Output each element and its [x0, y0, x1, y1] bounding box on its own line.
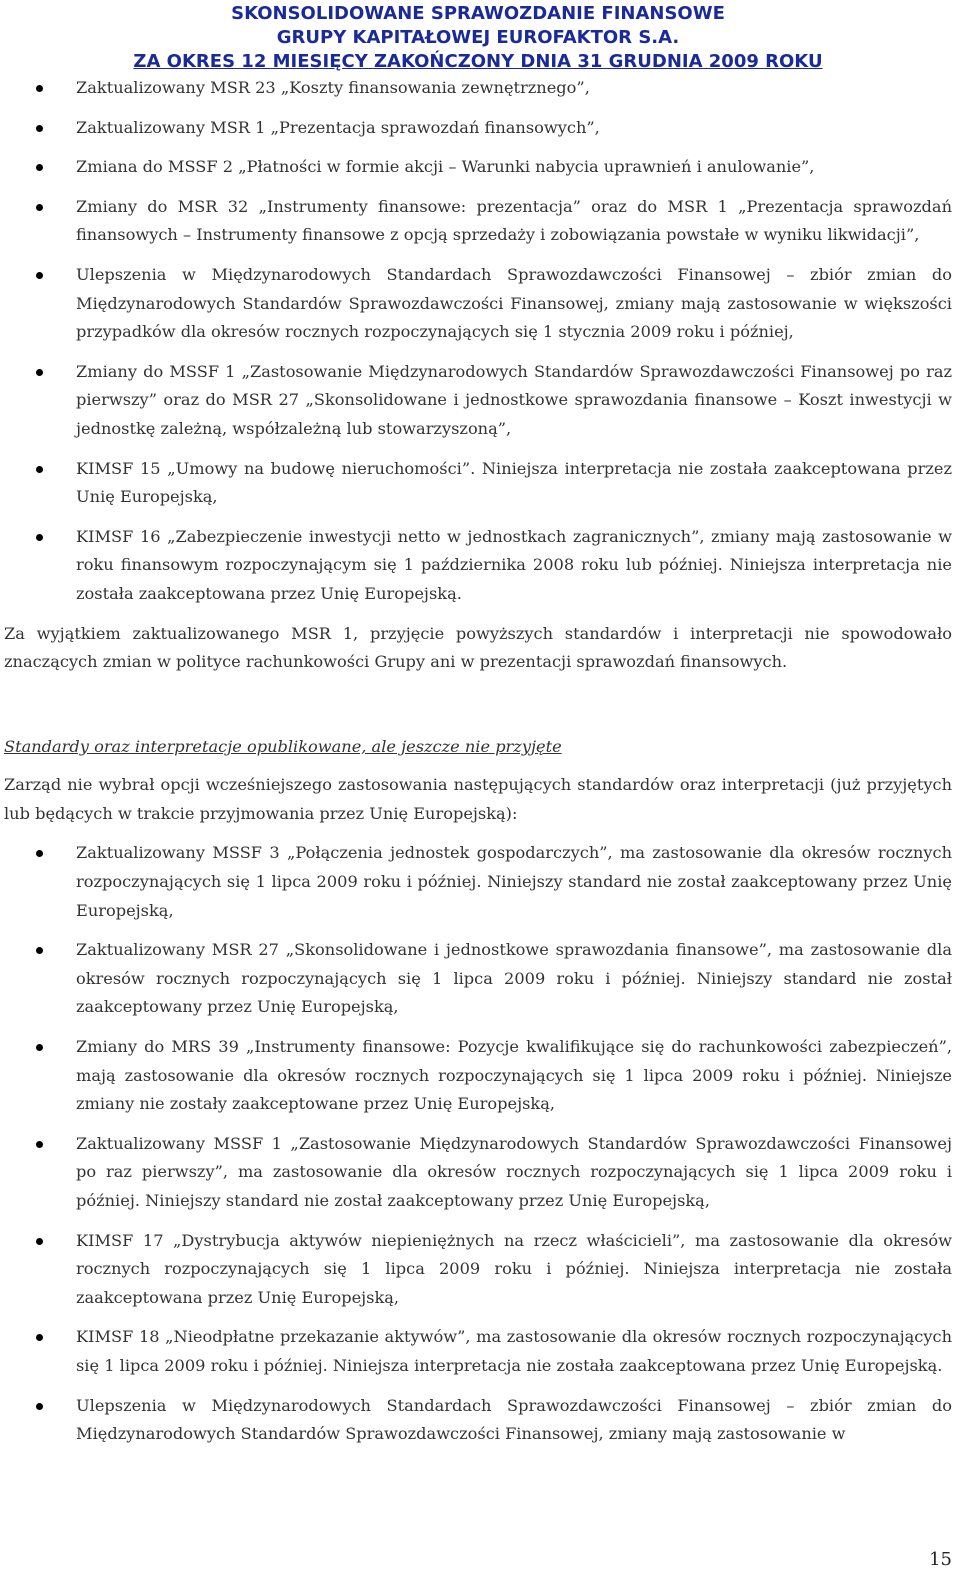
list-item: Zaktualizowany MSR 1 „Prezentacja sprawozdań finansowych”,: [4, 114, 952, 143]
list-item: Ulepszenia w Międzynarodowych Standardach Sprawozdawczości Finansowej – zbiór zmian do Międzynarodowych Standardów Sprawozdawczości Finansowej, zmiany mają zastosowanie w: [4, 1392, 952, 1449]
section-heading: Standardy oraz interpretacje opublikowane, ale jeszcze nie przyjęte: [4, 736, 562, 756]
list-item: Zaktualizowany MSR 27 „Skonsolidowane i jednostkowe sprawozdania finansowe”, ma zastosowanie dla okresów rocznych rozpoczynających się 1 lipca 2009 roku i później. Niniejszy standard nie został zaakceptowany przez Unię Europejską,: [4, 936, 952, 1022]
list-item: KIMSF 15 „Umowy na budowę nieruchomości”. Niniejsza interpretacja nie została zaakceptowana przez Unię Europejską,: [4, 455, 952, 512]
list-item: Zmiana do MSSF 2 „Płatności w formie akcji – Warunki nabycia uprawnień i anulowanie”,: [4, 153, 952, 182]
list-item: KIMSF 18 „Nieodpłatne przekazanie aktywów”, ma zastosowanie dla okresów rocznych rozpoczynających się 1 lipca 2009 roku i później. Niniejsza interpretacja nie została zaakceptowana przez Unię Europejską.: [4, 1323, 952, 1380]
bullet-icon: [36, 1403, 43, 1410]
bullet-icon: [36, 204, 43, 211]
header-line-1: SKONSOLIDOWANE SPRAWOZDANIE FINANSOWE: [231, 3, 725, 24]
list-item: KIMSF 16 „Zabezpieczenie inwestycji netto w jednostkach zagranicznych”, zmiany mają zastosowanie w roku finansowym rozpoczynającym się 1 października 2008 roku lub później. Niniejsza interpretacja nie została zaakceptowana przez Unię Europejską.: [4, 523, 952, 609]
bullet-icon: [36, 466, 43, 473]
document-body: [4, 74, 952, 1449]
page-number: 15: [929, 1549, 952, 1570]
bullet-icon: [36, 85, 43, 92]
intro-paragraph: Zarząd nie wybrał opcji wcześniejszego zastosowania następujących standardów oraz interpretacji (już przyjętych lub będących w trakcie przyjmowania przez Unię Europejską):: [4, 775, 952, 823]
bullet-icon: [36, 850, 43, 857]
report-header: [4, 0, 952, 74]
bullet-icon: [36, 272, 43, 279]
bullet-icon: [36, 947, 43, 954]
list-item: Zmiany do MSSF 1 „Zastosowanie Międzynarodowych Standardów Sprawozdawczości Finansowej po raz pierwszy” oraz do MSR 27 „Skonsolidowane i jednostkowe sprawozdania finansowe – Koszt inwestycji w jednostkę zależną, współzależną lub stowarzyszoną”,: [4, 358, 952, 444]
bullet-icon: [36, 369, 43, 376]
list-item: Zaktualizowany MSSF 3 „Połączenia jednostek gospodarczych”, ma zastosowanie dla okresów rocznych rozpoczynających się 1 lipca 2009 roku i później. Niniejszy standard nie został zaakceptowany przez Unię Europejską,: [4, 839, 952, 925]
pending-standards-list: [4, 839, 952, 1448]
list-item: KIMSF 17 „Dystrybucja aktywów niepieniężnych na rzecz właścicieli”, ma zastosowanie dla okresów rocznych rozpoczynających się 1 lipca 2009 roku i później. Niniejsza interpretacja nie została zaakceptowana przez Unię Europejską,: [4, 1227, 952, 1313]
summary-paragraph: Za wyjątkiem zaktualizowanego MSR 1, przyjęcie powyższych standardów i interpretacji nie spowodowało znaczących zmian w polityce rachunkowości Grupy ani w prezentacji sprawozdań finansowych.: [4, 623, 952, 672]
bullet-icon: [36, 164, 43, 171]
list-item: Zaktualizowany MSR 23 „Koszty finansowania zewnętrznego”,: [4, 74, 952, 103]
bullet-icon: [36, 125, 43, 132]
header-line-2: GRUPY KAPITAŁOWEJ EUROFAKTOR S.A.: [276, 27, 680, 48]
list-item: Ulepszenia w Międzynarodowych Standardach Sprawozdawczości Finansowej – zbiór zmian do Międzynarodowych Standardów Sprawozdawczości Finansowej, zmiany mają zastosowanie w większości przypadków dla okresów rocznych rozpoczynających się 1 stycznia 2009 roku i później,: [4, 261, 952, 347]
header-line-3: ZA OKRES 12 MIESIĘCY ZAKOŃCZONY DNIA 31 GRUDNIA 2009 ROKU: [133, 51, 823, 72]
bullet-icon: [36, 534, 43, 541]
adopted-standards-list: [4, 74, 952, 609]
bullet-icon: [36, 1334, 43, 1341]
list-item: Zmiany do MSR 32 „Instrumenty finansowe: prezentacja” oraz do MSR 1 „Prezentacja sprawozdań finansowych – Instrumenty finansowe z opcją sprzedaży i zobowiązania powstałe w wyniku likwidacji”,: [4, 193, 952, 250]
list-item: Zmiany do MRS 39 „Instrumenty finansowe: Pozycje kwalifikujące się do rachunkowości zabezpieczeń”, mają zastosowanie dla okresów rocznych rozpoczynających się 1 lipca 2009 roku i później. Niniejsze zmiany nie zostały zaakceptowane przez Unię Europejską,: [4, 1033, 952, 1119]
list-item: Zaktualizowany MSSF 1 „Zastosowanie Międzynarodowych Standardów Sprawozdawczości Finansowej po raz pierwszy”, ma zastosowanie dla okresów rocznych rozpoczynających się 1 lipca 2009 roku i później. Niniejszy standard nie został zaakceptowany przez Unię Europejską,: [4, 1130, 952, 1216]
bullet-icon: [36, 1044, 43, 1051]
bullet-icon: [36, 1141, 43, 1148]
bullet-icon: [36, 1238, 43, 1245]
